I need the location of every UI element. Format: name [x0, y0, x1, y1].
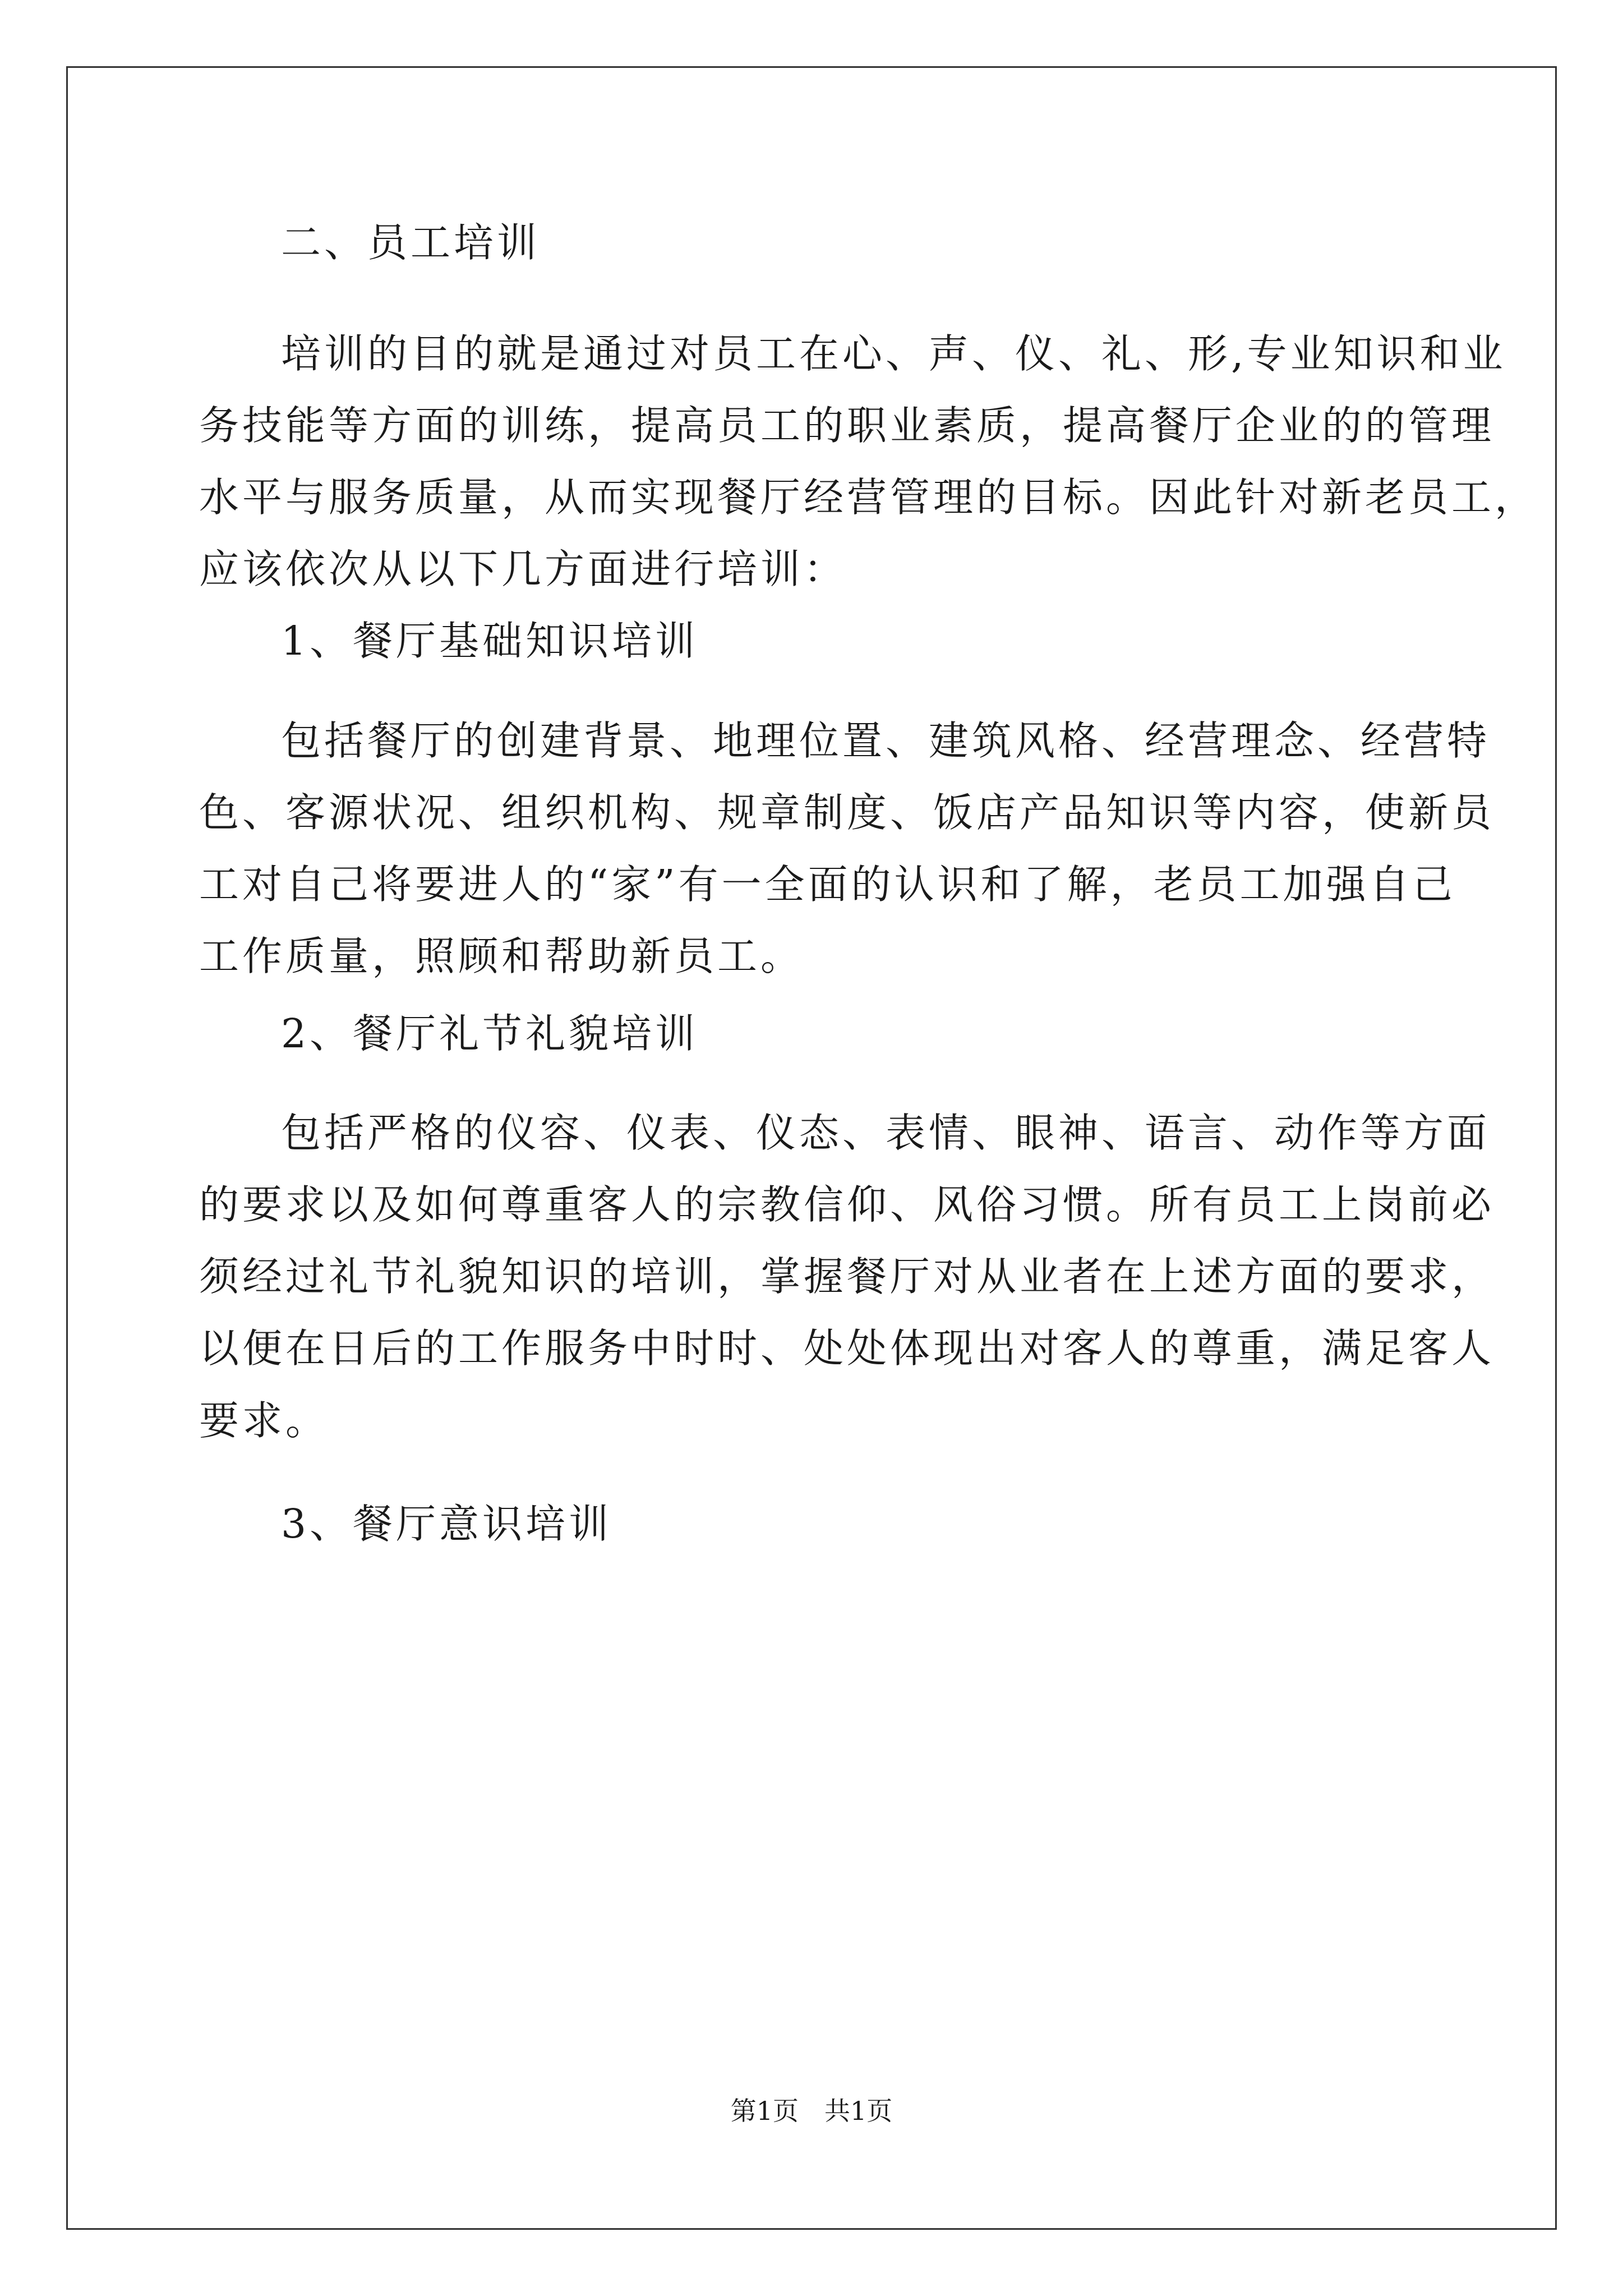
paragraph-line: 包括餐厅的创建背景、地理位置、建筑风格、经营理念、经营特 — [281, 717, 1491, 764]
subsection-heading: 1、餐厅基础知识培训 — [281, 618, 699, 664]
paragraph-line: 色、客源状况、组织机构、规章制度、饭店产品知识等内容，使新员 — [199, 789, 1495, 836]
paragraph-line: 工对自己将要进人的“家”有一全面的认识和了解，老员工加强自己 — [199, 861, 1456, 908]
paragraph-line: 的要求以及如何尊重客人的宗教信仰、风俗习惯。所有员工上岗前必 — [199, 1181, 1495, 1228]
paragraph-line: 工作质量，照顾和帮助新员工。 — [199, 933, 804, 979]
paragraph-line: 须经过礼节礼貌知识的培训，掌握餐厅对从业者在上述方面的要求， — [199, 1253, 1495, 1300]
paragraph-line: 务技能等方面的训练，提高员工的职业素质，提高餐厅企业的的管理 — [199, 402, 1495, 449]
subsection-heading: 2、餐厅礼节礼貌培训 — [281, 1010, 699, 1057]
paragraph-line: 包括严格的仪容、仪表、仪态、表情、眼神、语言、动作等方面 — [281, 1110, 1491, 1156]
section-heading: 二、员工培训 — [281, 219, 541, 266]
page-number: 第1页 共1页 — [730, 2096, 893, 2126]
paragraph-line: 应该依次从以下几方面进行培训： — [199, 546, 847, 592]
paragraph-line: 以便在日后的工作服务中时时、处处体现出对客人的尊重，满足客人 — [199, 1325, 1495, 1372]
paragraph-line: 水平与服务质量，从而实现餐厅经营管理的目标。因此针对新老员工， — [199, 474, 1538, 521]
subsection-heading: 3、餐厅意识培训 — [281, 1501, 612, 1547]
paragraph-line: 要求。 — [199, 1397, 329, 1444]
paragraph-line: 培训的目的就是通过对员工在心、声、仪、礼、形,专业知识和业 — [281, 330, 1506, 377]
